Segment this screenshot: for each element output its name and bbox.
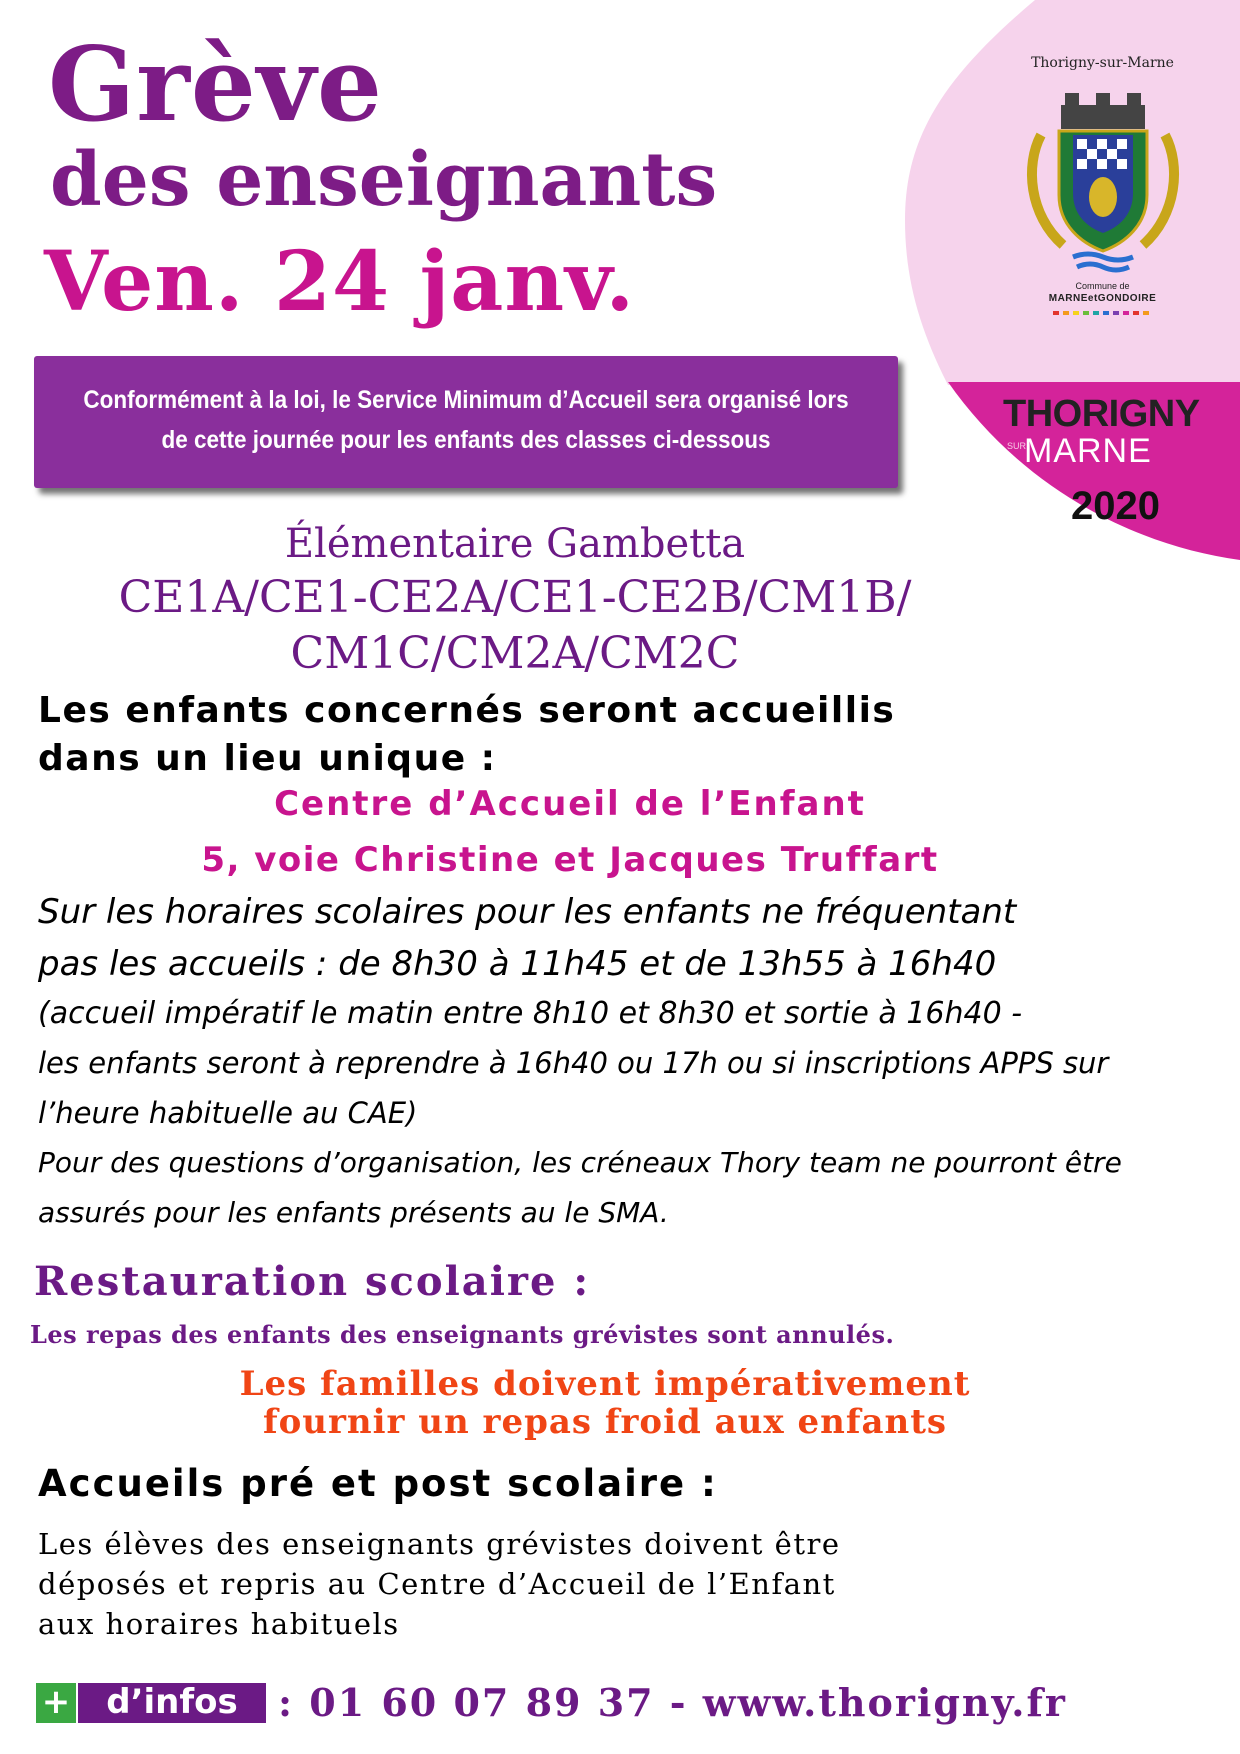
restauration-text: Les repas des enfants des enseignants grévistes sont annulés. bbox=[30, 1320, 895, 1349]
restauration-warning-line-1: Les familles doivent impérativement bbox=[239, 1364, 971, 1404]
contact-info: : 01 60 07 89 37 - www.thorigny.fr bbox=[278, 1680, 1067, 1725]
restauration-title: Restauration scolaire : bbox=[34, 1258, 591, 1305]
coat-of-arms-icon bbox=[1023, 75, 1183, 275]
accueils-title: Accueils pré et post scolaire : bbox=[38, 1462, 718, 1505]
commune-label: Commune de bbox=[1075, 281, 1130, 291]
headline-date: Ven. 24 janv. bbox=[44, 234, 636, 330]
horaires-line: Sur les horaires scolaires pour les enfants ne fréquentant bbox=[38, 892, 1017, 932]
commune-color-dots bbox=[1053, 311, 1153, 315]
classes-line-2: CM1C/CM2A/CM2C bbox=[290, 628, 740, 679]
headline-des-enseignants: des enseignants bbox=[50, 137, 718, 223]
infos-badge: d’infos bbox=[78, 1683, 266, 1723]
service-minimum-banner bbox=[34, 356, 898, 488]
plus-badge: + bbox=[36, 1683, 76, 1723]
logo-thorigny: THORIGNY bbox=[1003, 393, 1200, 435]
classes-line-1: CE1A/CE1-CE2A/CE1-CE2B/CM1B/ bbox=[118, 572, 912, 623]
logo-sur: SUR bbox=[1007, 441, 1027, 451]
logo-year: 2020 bbox=[1071, 484, 1160, 528]
horaires-line: pas les accueils : de 8h30 à 11h45 et de 13h55 à 16h40 bbox=[38, 944, 997, 984]
horaires-line: Pour des questions d’organisation, les créneaux Thory team ne pourront être bbox=[38, 1146, 1122, 1179]
crest-town-name: Thorigny-sur-Marne bbox=[1031, 55, 1174, 71]
banner-text bbox=[77, 380, 855, 460]
horaires-line: (accueil impératif le matin entre 8h10 et 8h30 et sortie à 16h40 - bbox=[38, 996, 1023, 1031]
horaires-line: les enfants seront à reprendre à 16h40 ou 17h ou si inscriptions APPS sur bbox=[38, 1046, 1109, 1080]
school-name: Élémentaire Gambetta bbox=[284, 521, 746, 567]
logo-marne: MARNE bbox=[1024, 432, 1152, 470]
headline-greve: Grève bbox=[48, 25, 383, 145]
horaires-line: assurés pour les enfants présents au le SMA. bbox=[38, 1196, 669, 1229]
accueils-line: Les élèves des enseignants grévistes doivent être bbox=[38, 1527, 841, 1561]
commune-name: MARNEetGONDOIRE bbox=[1048, 293, 1157, 304]
accueil-address: 5, voie Christine et Jacques Truffart bbox=[201, 840, 939, 880]
banner-line-1: Conformément à la loi, le Service Minimum d’Accueil sera organisé lors bbox=[83, 386, 849, 414]
restauration-warning-line-2: fournir un repas froid aux enfants bbox=[262, 1402, 948, 1442]
accueil-place: Centre d’Accueil de l’Enfant bbox=[274, 784, 866, 824]
banner-line-2: de cette journée pour les enfants des classes ci-dessous bbox=[161, 426, 771, 454]
accueils-line: aux horaires habituels bbox=[38, 1607, 400, 1641]
accueil-line-2: dans un lieu unique : bbox=[38, 738, 497, 779]
accueils-line: déposés et repris au Centre d’Accueil de l’Enfant bbox=[38, 1567, 836, 1601]
town-crest bbox=[1015, 55, 1190, 335]
accueil-line-1: Les enfants concernés seront accueillis bbox=[38, 690, 896, 731]
horaires-line: l’heure habituelle au CAE) bbox=[38, 1096, 418, 1130]
